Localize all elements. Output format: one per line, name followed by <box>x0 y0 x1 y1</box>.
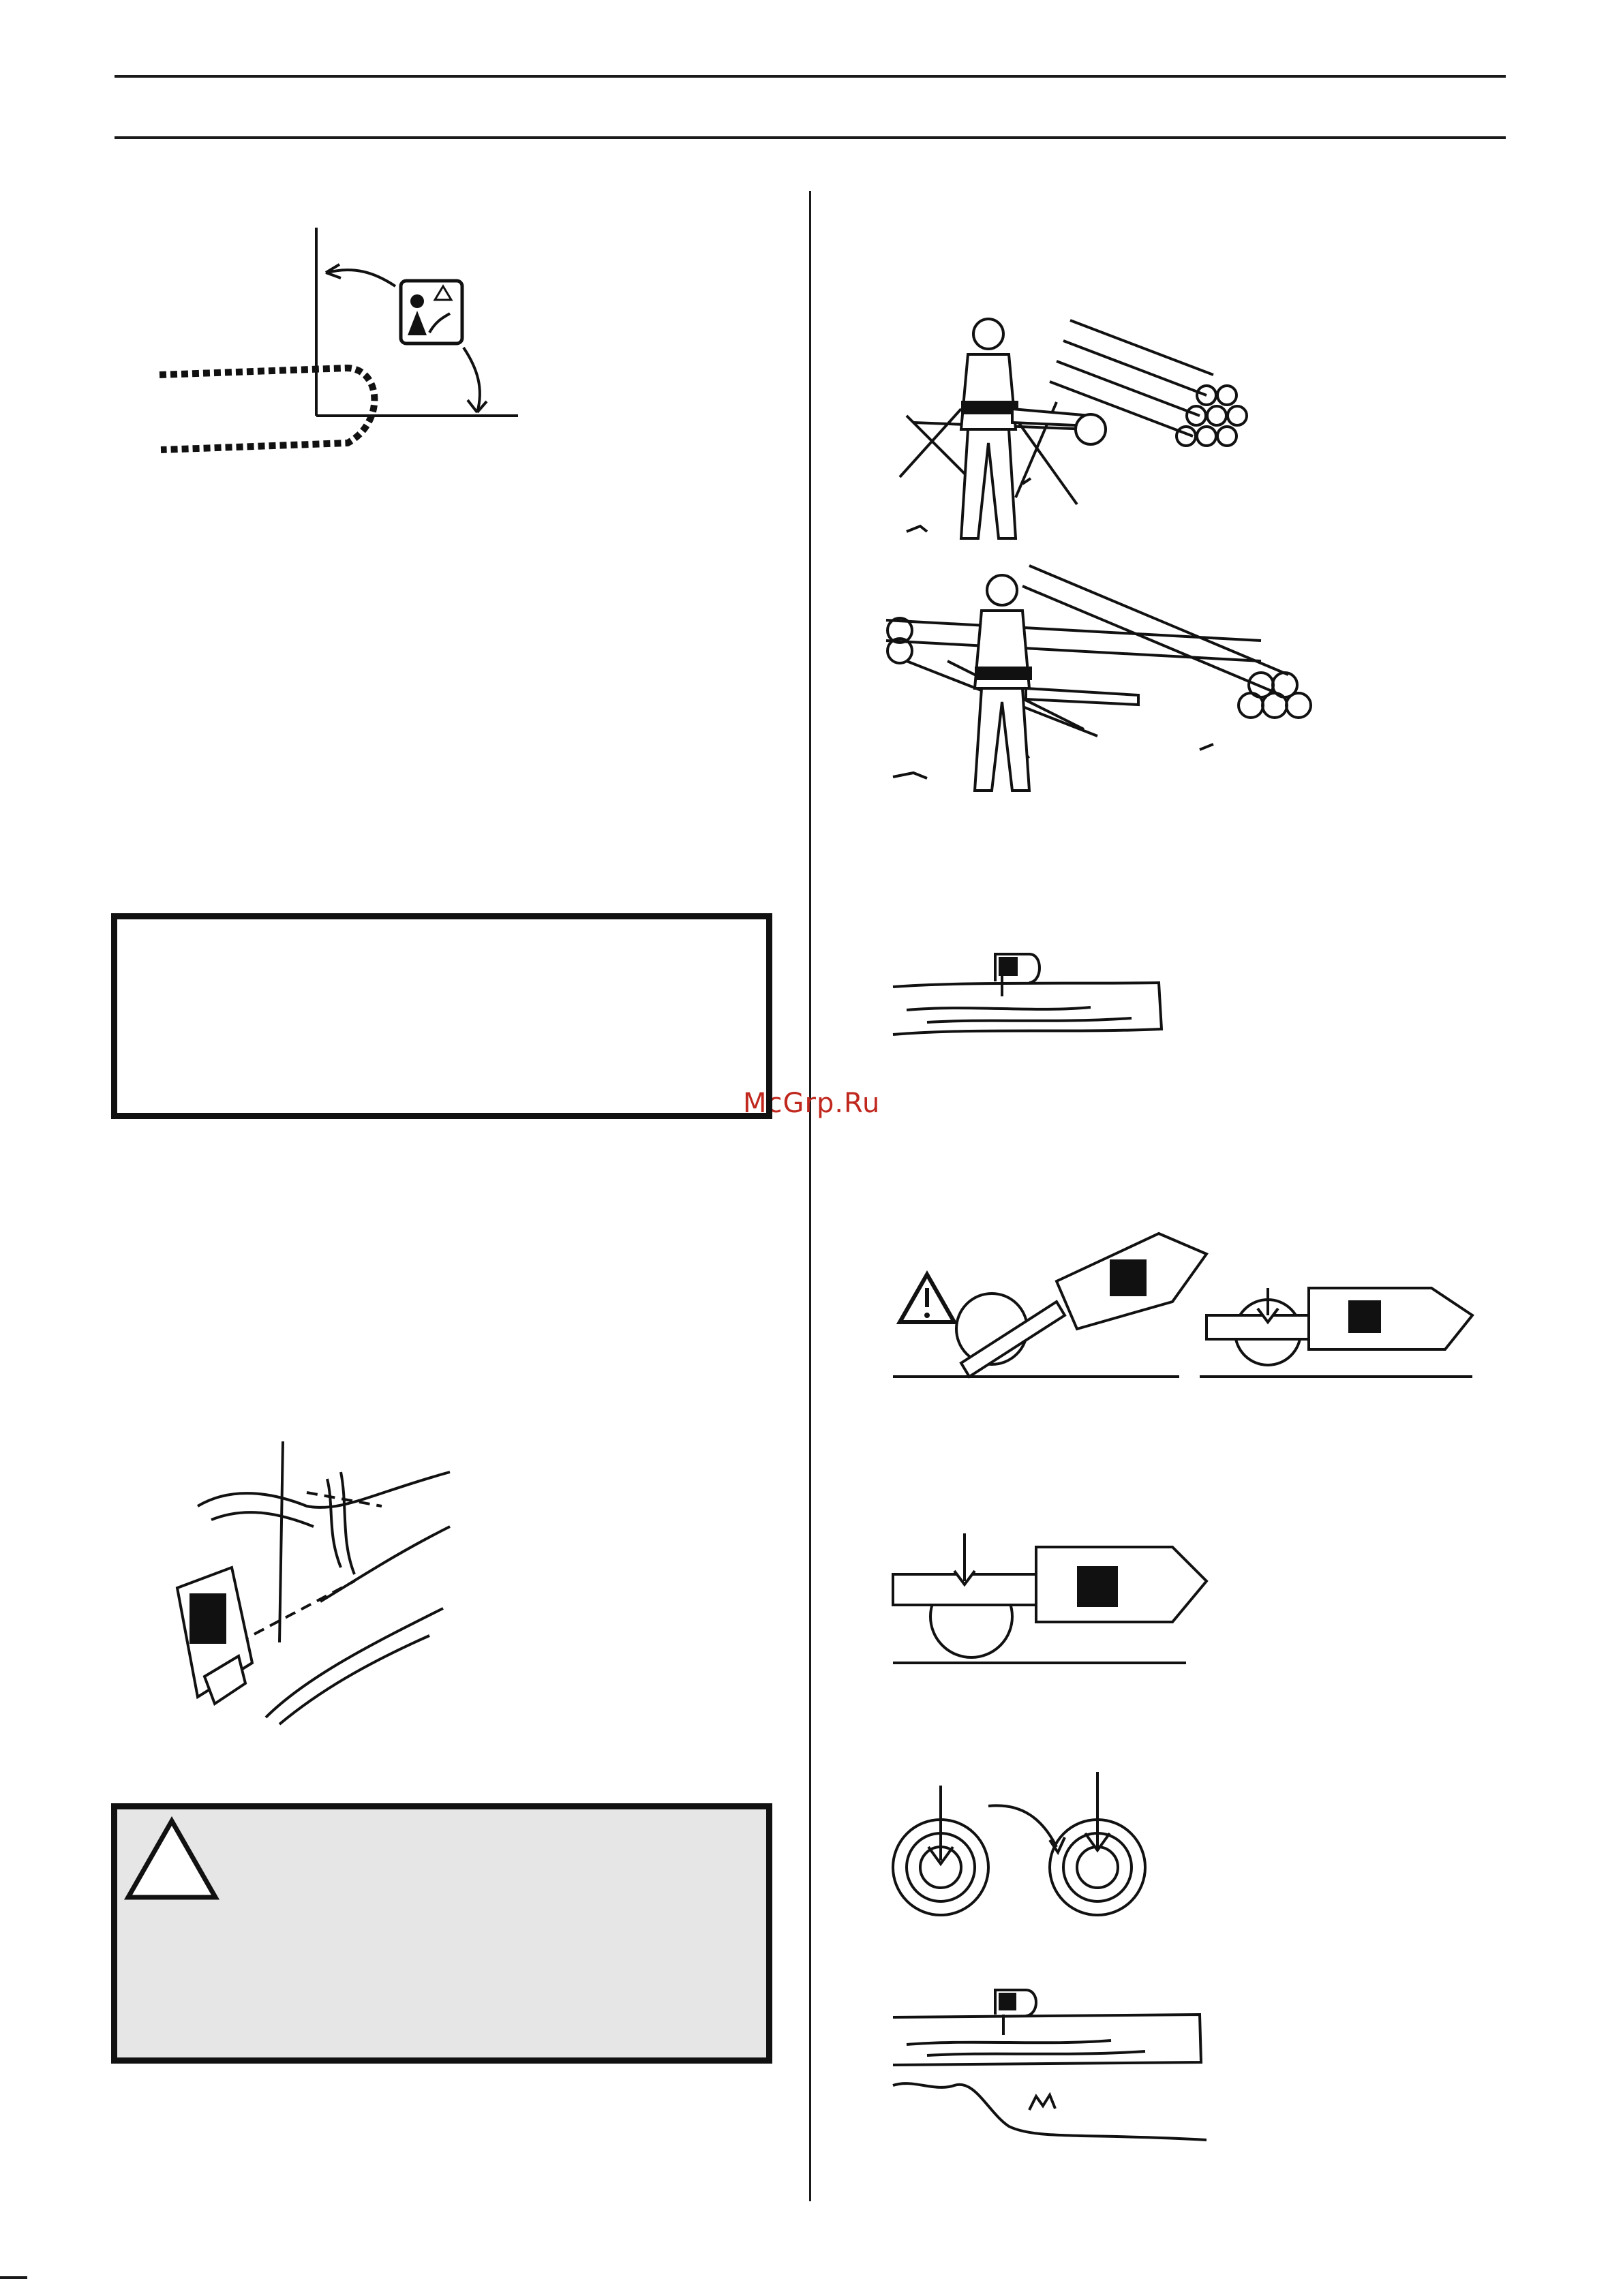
log-pull-cut-figure <box>886 1499 1213 1677</box>
note-box <box>111 913 772 1119</box>
page-corner-mark <box>0 2276 27 2279</box>
sawhorse-cutting-figure <box>886 307 1309 559</box>
log-top-cut-figure <box>886 947 1172 1056</box>
log-uneven-ground-figure <box>886 1949 1213 2154</box>
header-rule-top <box>115 75 1506 78</box>
column-divider <box>809 191 811 2201</box>
warning-triangle-icon <box>124 1817 219 1901</box>
header-rule-bottom <box>115 136 1506 139</box>
branch-cut-figure <box>150 1438 470 1738</box>
log-rotation-figure <box>886 1765 1172 1929</box>
warning-triangle-icon <box>900 1274 954 1322</box>
watermark-text: McGrp.Ru <box>743 1088 881 1119</box>
log-cut-safety-figure <box>886 1213 1486 1397</box>
ground-logs-cutting-figure <box>879 559 1370 804</box>
kickback-zone-icon <box>401 281 462 343</box>
kickback-zone-figure <box>150 218 532 477</box>
